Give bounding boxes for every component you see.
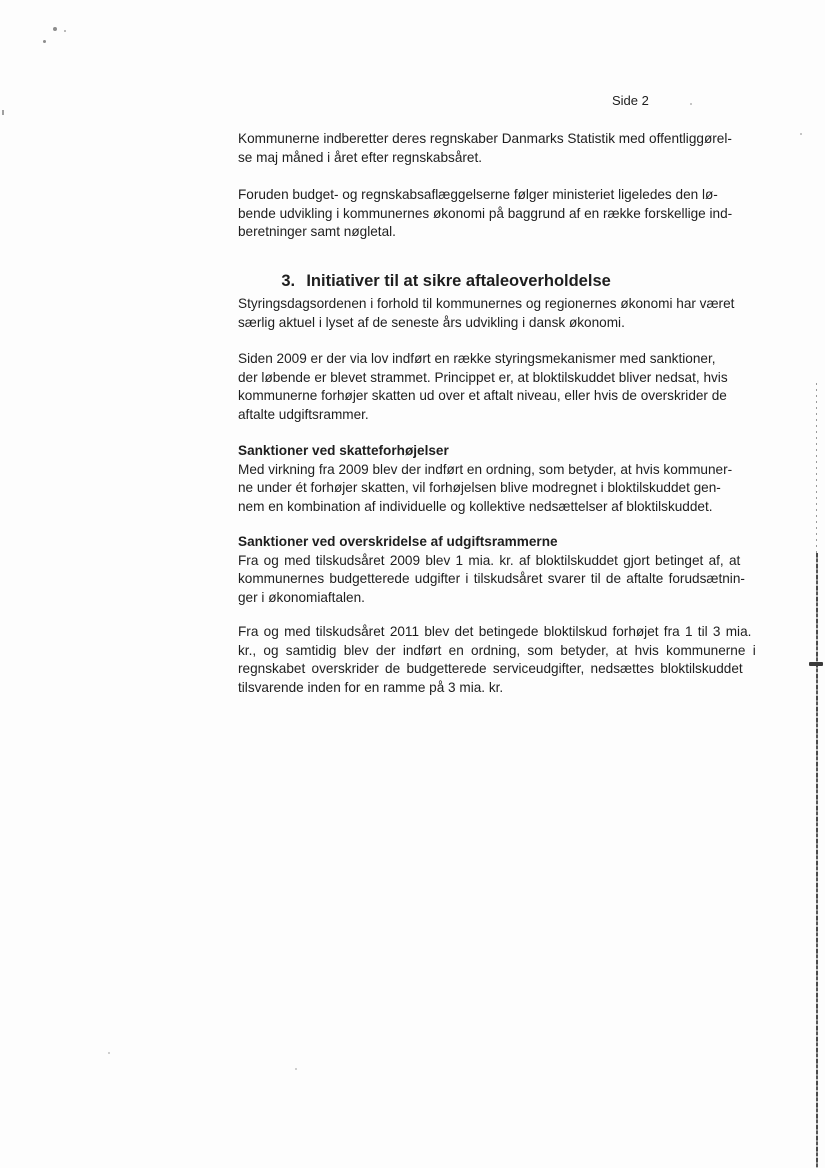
text-line: særlig aktuel i lyset af de seneste års udvikling i dansk økonomi. xyxy=(238,314,625,330)
text-line: Foruden budget- og regnskabsaflæggelserne følger ministeriet ligeledes den lø- xyxy=(238,187,718,202)
subheading-sanctions-spending xyxy=(238,533,750,552)
text-line: kr., og samtidig blev der indført en ordning, som betyder, at hvis kommunerne i xyxy=(238,642,756,658)
paragraph-5 xyxy=(238,461,750,517)
scan-speckle xyxy=(690,103,692,105)
text-line: kommunerne forhøjer skatten ud over et aftalt niveau, eller hvis de overskrider de xyxy=(238,388,727,403)
scan-speckle xyxy=(2,110,4,115)
scan-edge-tick xyxy=(809,662,823,666)
text-line: kommunernes budgetterede udgifter i tilskudsåret svarer til de aftalte forudsætnin- xyxy=(238,571,745,586)
text-line: se maj måned i året efter regnskabsåret. xyxy=(238,149,483,165)
text-line: ger i økonomiaftalen. xyxy=(238,589,365,605)
text-line: Fra og med tilskudsåret 2011 blev det betingede bloktilskud forhøjet fra 1 til 3 mia. xyxy=(238,624,752,639)
text-line: Med virkning fra 2009 blev der indført en ordning, som betyder, at hvis kommuner- xyxy=(238,461,733,477)
scan-edge-line xyxy=(816,553,818,1168)
paragraph-6 xyxy=(238,552,750,608)
page-number: Side 2 xyxy=(612,93,649,108)
text-line: tilsvarende inden for en ramme på 3 mia. kr. xyxy=(238,679,504,695)
text-line: nem en kombination af individuelle og kollektive nedsættelser af bloktilskuddet. xyxy=(238,498,713,514)
paragraph-4 xyxy=(238,350,750,424)
paragraph-7 xyxy=(238,623,756,697)
subheading-sanctions-tax xyxy=(238,442,750,461)
text-line: aftalte udgiftsrammer. xyxy=(238,406,369,422)
text-line: bende udvikling i kommunernes økonomi på baggrund af en række forskellige ind- xyxy=(238,205,733,221)
text-line: Styringsdagsordenen i forhold til kommunernes og regionernes økonomi har været xyxy=(238,296,735,311)
scan-speckle xyxy=(53,27,57,31)
text-line: regnskabet overskrider de budgetterede serviceudgifter, nedsættes bloktilskuddet xyxy=(238,661,743,676)
subheading-text: Sanktioner ved overskridelse af udgiftsrammerne xyxy=(238,534,558,549)
section-heading-number: 3. xyxy=(281,272,296,290)
text-line: der løbende er blevet strammet. Princippet er, at bloktilskuddet bliver nedsat, hvis xyxy=(238,369,728,385)
subheading-text: Sanktioner ved skatteforhøjelser xyxy=(238,443,449,458)
scan-speckle xyxy=(108,1052,110,1054)
text-line: ne under ét forhøjer skatten, vil forhøjelsen blive modregnet i bloktilskuddet gen- xyxy=(238,480,721,495)
text-line: beretninger samt nøgletal. xyxy=(238,224,396,239)
section-heading-title: Initiativer til at sikre aftaleoverholdelse xyxy=(306,272,611,290)
scan-speckle xyxy=(295,1068,297,1070)
text-line: Kommunerne indberetter deres regnskaber Danmarks Statistik med offentliggørel- xyxy=(238,131,732,146)
scan-edge-line xyxy=(816,383,817,553)
scan-speckle xyxy=(43,40,46,43)
text-line: Siden 2009 er der via lov indført en række styringsmekanismer med sanktioner, xyxy=(238,351,716,366)
paragraph-1 xyxy=(238,130,750,167)
text-line: Fra og med tilskudsåret 2009 blev 1 mia. kr. af bloktilskuddet gjort betinget af, at xyxy=(238,552,741,568)
scan-speckle xyxy=(64,30,66,32)
paragraph-2 xyxy=(238,186,750,242)
paragraph-3 xyxy=(238,295,750,332)
scan-speckle xyxy=(800,133,802,135)
